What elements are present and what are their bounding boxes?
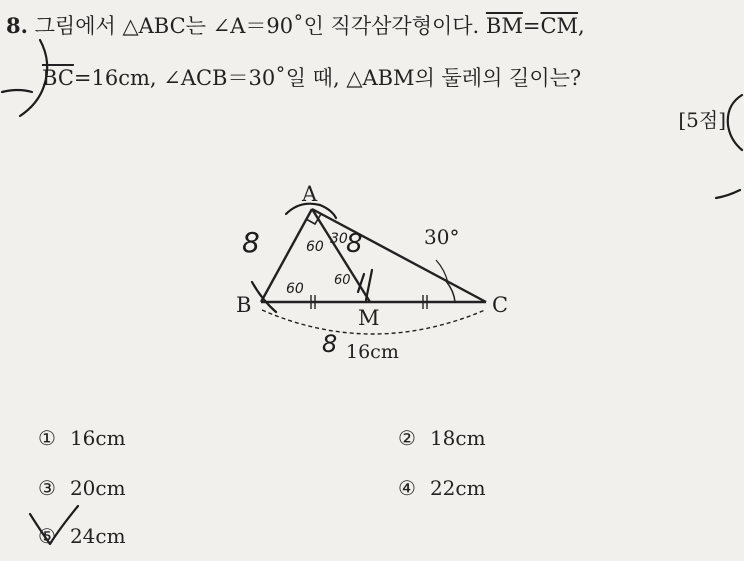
segment-bc: $\overline{BC}$ bbox=[42, 66, 74, 90]
choice-3-number: ③ bbox=[38, 476, 56, 500]
length-bc-label: 16cm bbox=[346, 341, 399, 363]
choice-1-number: ① bbox=[38, 426, 56, 450]
handwritten-ab-length: 8 bbox=[242, 226, 260, 259]
choice-3[interactable] bbox=[38, 476, 126, 500]
choice-5-text: 24cm bbox=[69, 524, 126, 548]
points-label: [5점] bbox=[678, 108, 726, 132]
handwritten-angle-amb: 60 bbox=[334, 273, 351, 288]
label-m: M bbox=[358, 306, 380, 330]
choice-5[interactable] bbox=[38, 524, 126, 548]
handwritten-angle-b: 60 bbox=[286, 281, 304, 297]
segment-bm: $\overline{BM}$ bbox=[485, 14, 523, 38]
question-text-2: =16cm, ∠ACB＝30˚일 때, △ABM의 둘레의 길이는? bbox=[73, 66, 582, 90]
choice-2-text: 18cm bbox=[429, 426, 486, 450]
choice-3-text: 20cm bbox=[69, 476, 126, 500]
label-c: C bbox=[492, 293, 509, 317]
margin-scribble-left bbox=[2, 40, 47, 116]
angle-c-label: 30° bbox=[424, 225, 460, 249]
choice-1[interactable] bbox=[38, 426, 126, 450]
margin-scribble-right bbox=[716, 95, 742, 198]
choice-4[interactable] bbox=[398, 476, 486, 500]
choice-1-text: 16cm bbox=[69, 426, 126, 450]
choice-5-number: ⑤ bbox=[38, 524, 56, 548]
segment-cm: $\overline{CM}$ bbox=[540, 14, 579, 38]
choice-4-text: 22cm bbox=[429, 476, 486, 500]
label-b: B bbox=[236, 293, 252, 317]
choice-4-number: ④ bbox=[398, 476, 416, 500]
handwritten-am-length: 8 bbox=[346, 229, 363, 259]
choice-2-number: ② bbox=[398, 426, 416, 450]
handwritten-angle-bam: 60 bbox=[306, 239, 324, 255]
question-number: 8. bbox=[6, 13, 28, 38]
handwritten-bm-length: 8 bbox=[322, 330, 338, 358]
handwritten-angle-mac: 30 bbox=[330, 231, 348, 247]
question-text-1: 그림에서 △ABC는 ∠A＝90˚인 직각삼각형이다. bbox=[34, 14, 480, 38]
label-a: A bbox=[302, 182, 318, 206]
choice-2[interactable] bbox=[398, 426, 486, 450]
comma: , bbox=[578, 14, 585, 38]
equals-sign: = bbox=[522, 14, 541, 38]
